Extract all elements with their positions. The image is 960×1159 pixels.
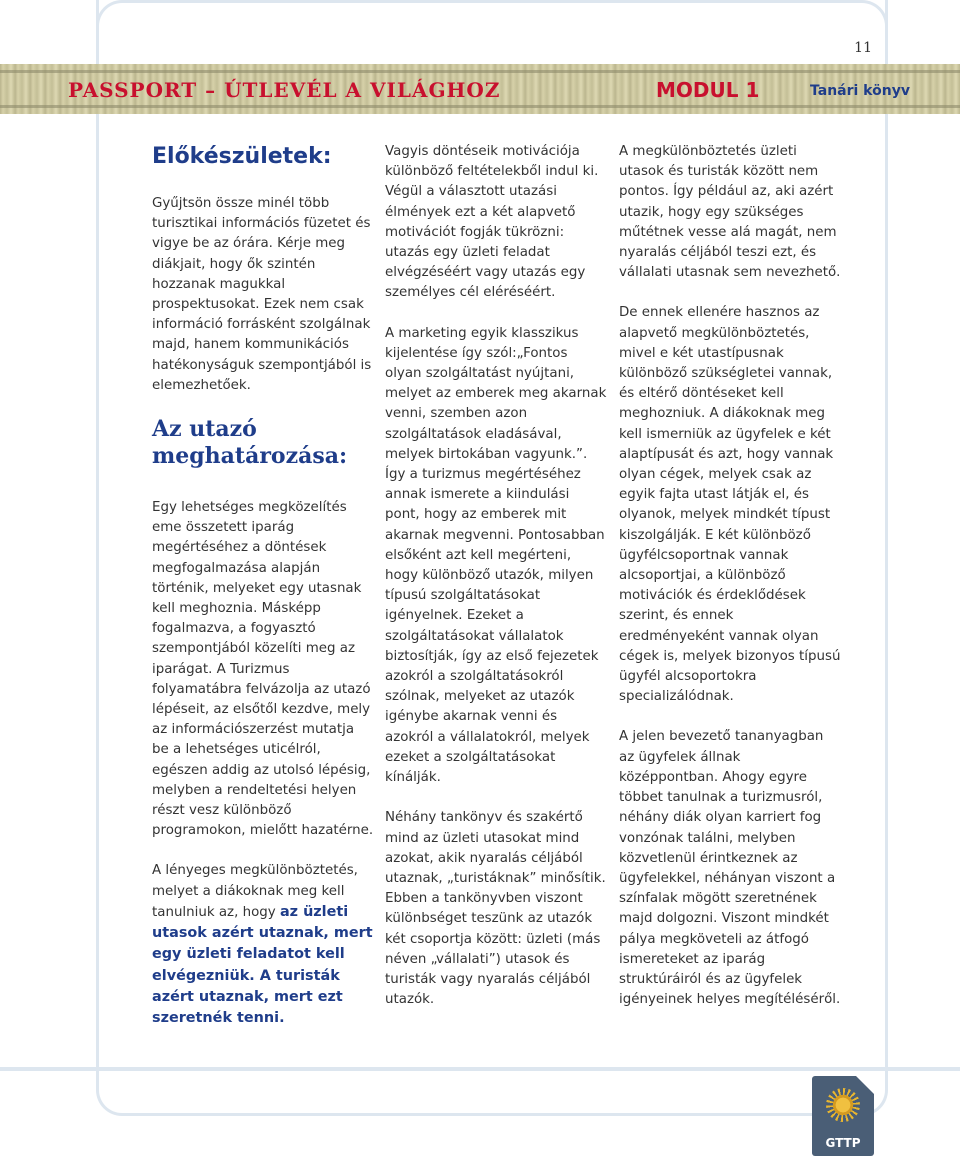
logo-text: GTTP [825,1136,861,1150]
paragraph-distinction [152,861,374,1029]
heading-traveler-definition: Az utazó meghatározása: [152,416,348,470]
distinction-lead: A lényeges megkülönböztetés, melyet a diákoknak meg kell tanulniuk az, hogy [152,863,358,920]
header-title: PASSPORT – ÚTLEVÉL A VILÁGHOZ [68,78,501,102]
folded-corner-icon [856,1076,874,1094]
paragraph-curriculum-focus: A jelen bevezető tananyagban az ügyfelek állnak középpontban. Ahogy egyre többet tanulnak a turizmusról, néhány diák olyan karriert fog vonzónak találni, melyben közvetlenül érintkeznek az ügyfelekkel, néhányan viszont a színfalak mögött szeretnének majd dolgozni. Viszont mindkét pálya megköveteli az átfogó ismereteket az iparág struktúráiról és az ügyfelek igényeinek helyes megítéléséről. [619,729,841,1008]
paragraph-useful-distinction: De ennek ellenére hasznos az alapvető megkülönböztetés, mivel e két utastípusnak különböző szükségletei vannak, és eltérő döntéseket kell meghozniuk. A diákoknak meg kell ismerniük az ügyfelek e két alaptípusát és azt, hogy vannak olyan cégek, melyek csak az egyik fajta utast látják el, és olyanok, melyek mindkét típust kiszolgálják. E két különböző ügyfélcsoportnak vannak alcsoportjai, a különböző motivációk és érdeklődések szerint, és ennek eredményeként vannak olyan cégek is, melyek bizonyos típusú ügyfél alcsoportokra specializálódnak. [619,305,841,705]
sun-emblem-icon [826,1088,860,1122]
heading-preparation: Előkészületek: [152,144,332,169]
column-3 [619,142,841,1030]
page-number: 11 [854,40,872,56]
header-book: Tanári könyv [810,83,910,99]
column-2 [385,142,607,1030]
paragraph-traveler-definition: Egy lehetséges megközelítés eme összetett iparág megértéséhez a döntések megfogalmazása alapján történik, melyeket egy utasnak kell meghoznia. Másképp fogalmazva, a fogyasztó szempontjából közelíti meg az iparágat. A Turizmus folyamatábra felvázolja az utazó lépéseit, az elsőtől kezdve, mely az információszerzést mutatja be a lehetséges uticélról, egészen addig az utolsó lépésig, melyben a rendeltetési helyen részt vesz különböző programokon, mielőtt hazatérne. [152,500,374,839]
paragraph-textbooks: Néhány tankönyv és szakértő mind az üzleti utasokat mind azokat, akik nyaralás céljából utaznak, „turistáknak” minősítik. Ebben a tankönyvben viszont különbséget teszünk az utazók két csoportja között: üzleti (más néven „vállalati”) utasok és turisták vagy nyaralás céljából utazók. [385,810,606,1008]
paragraph-marketing: A marketing egyik klasszikus kijelentése így szól:„Fontos olyan szolgáltatást nyújtani, melyet az emberek meg akarnak venni, szemben azon szolgáltatások eladásával, melyek birtokában vagyunk.”. Így a turizmus megértéséhez annak ismerete a kiindulási pont, hogy az emberek mit akarnak megvenni. Pontosabban elsőként azt kell megérteni, hogy különböző utazók, milyen típusú szolgáltatásokat igényelnek. Ezeket a szolgáltatásokat vállalatok biztosítják, így az első fejezetek azokról a szolgáltatásokról szólnak, melyeket az utazók igénybe akarnak venni és azokról a vállalatokról, melyek ezeket a szolgáltatásokat kínálják. [385,325,607,786]
bottom-rule [0,1067,960,1071]
paragraph-inexact-distinction: A megkülönböztetés üzleti utasok és turisták között nem pontos. Így például az, aki azért utazik, hogy egy szükséges műtétnek vesse alá magát, nem nyaralás céljából teszi ezt, és vállalati utasnak sem nevezhető. [619,144,841,281]
paragraph-preparation: Gyűjtsön össze minél több turisztikai információs füzetet és vigye be az órára. Kérje meg diákjait, hogy ők szintén hozzanak magukkal prospektusokat. Ezek nem csak információ forrásként szolgálnak majd, hanem kommunikációs hatékonyságuk szempontjából is elemezhetőek. [152,196,372,393]
header-modul: MODUL 1 [656,78,760,102]
gttp-logo [812,1076,874,1156]
paragraph-motivation: Vagyis döntéseik motivációja különböző feltételekből indul ki. Végül a választott utazási élmények ezt a két alapvető motivációt fogják tükrözni: utazás egy üzleti feladat elvégzéséért vagy utazás egy személyes cél eléréséért. [385,144,599,301]
column-1 [152,142,374,1049]
distinction-emphasis: az üzleti utasok azért utaznak, mert egy üzleti feladatot kell elvégezniük. A turisták azért utaznak, mert ezt szeretnék tenni. [152,903,373,1026]
